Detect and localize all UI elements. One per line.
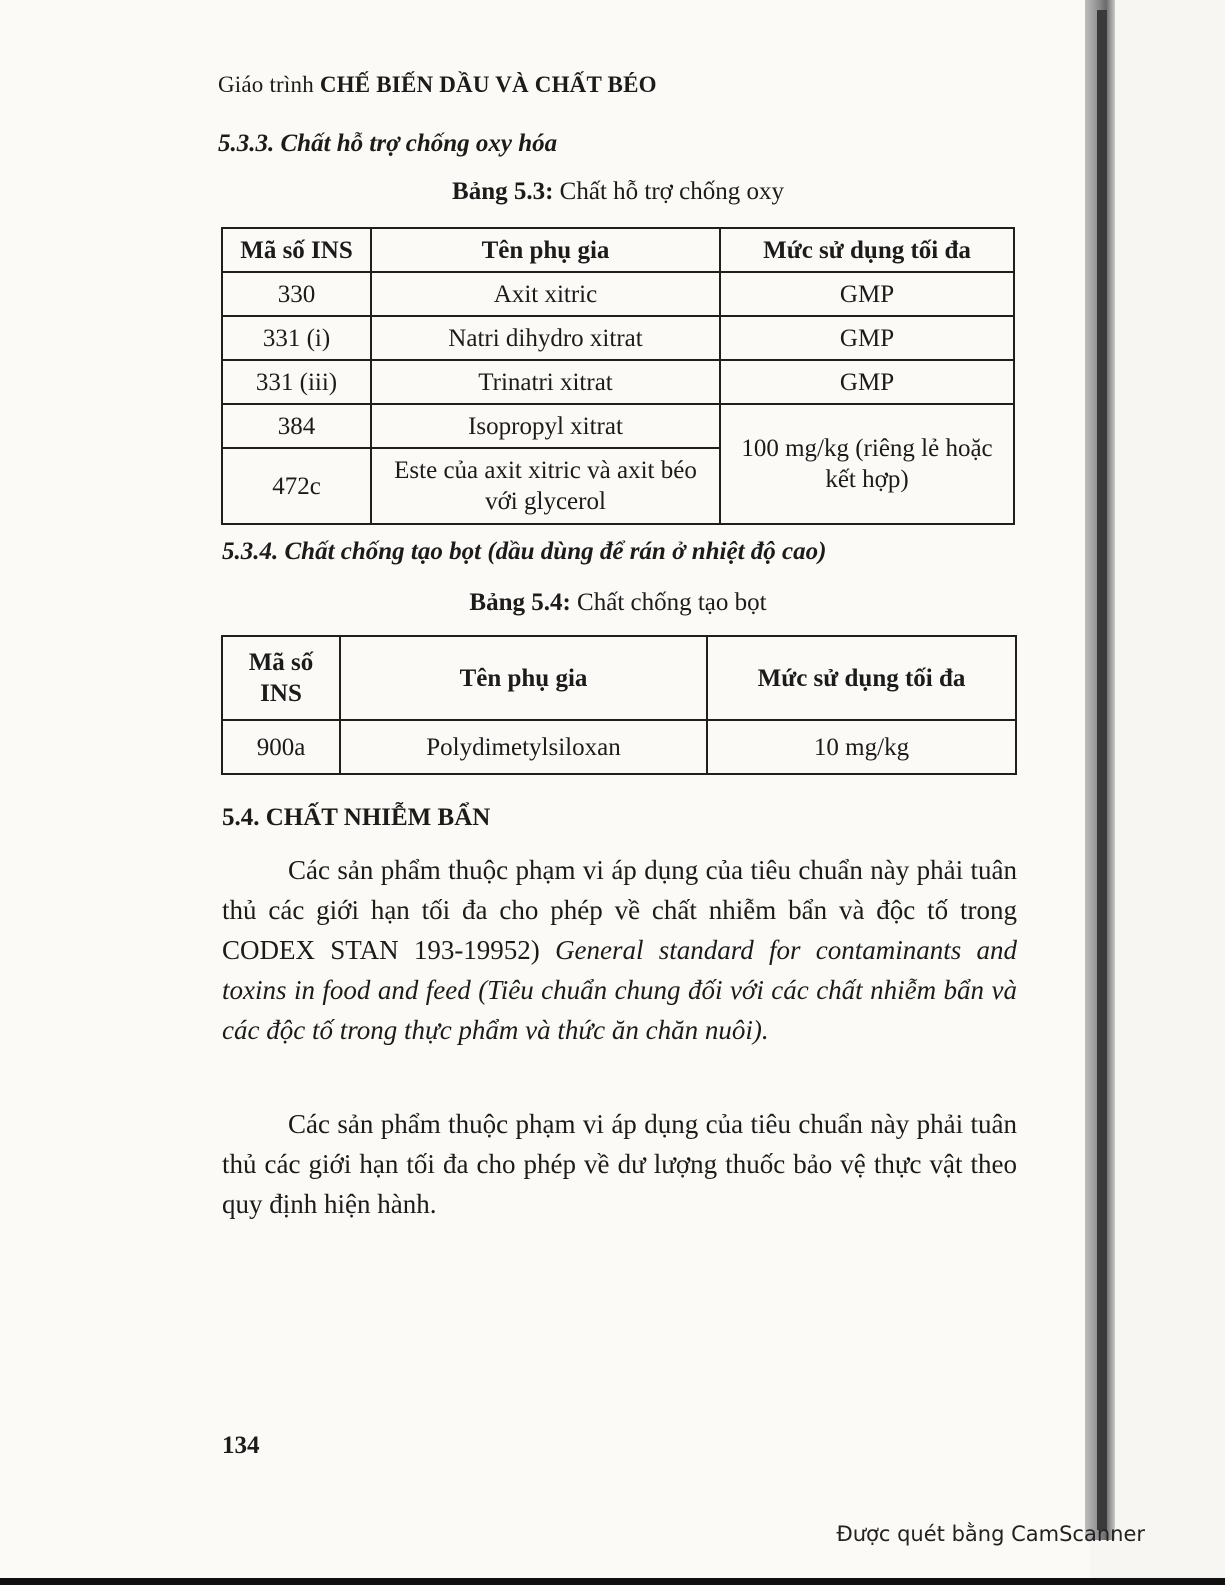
table-row <box>222 720 1016 774</box>
running-head <box>218 72 657 98</box>
table-row <box>222 272 1014 316</box>
table-54-header-row <box>222 636 1016 720</box>
additive-name-cell: Este của axit xitric và axit béo với glycerol <box>371 448 720 524</box>
ins-code-cell: 384 <box>222 404 371 448</box>
table-54-header-name: Tên phụ gia <box>340 636 707 720</box>
additive-name-cell: Axit xitric <box>371 272 720 316</box>
bottom-border <box>0 1578 1225 1585</box>
running-head-prefix: Giáo trình <box>218 72 314 97</box>
table-53-caption-text: Chất hỗ trợ chống oxy <box>559 178 784 205</box>
table-53-header-name: Tên phụ gia <box>371 228 720 272</box>
additive-name-cell: Polydimetylsiloxan <box>340 720 707 774</box>
running-head-title: CHẾ BIẾN DẦU VÀ CHẤT BÉO <box>319 72 657 97</box>
table-53-header-ins: Mã số INS <box>222 228 371 272</box>
table-54-header-ins: Mã số INS <box>222 636 340 720</box>
max-level-cell: 100 mg/kg (riêng lẻ hoặc kết hợp) <box>720 404 1014 524</box>
table-row <box>222 316 1014 360</box>
max-level-cell: GMP <box>720 272 1014 316</box>
ins-code-cell: 330 <box>222 272 371 316</box>
paragraph-contaminants-text: Các sản phẩm thuộc phạm vi áp dụng của tiêu chuẩn này phải tuân thủ các giới hạn tối đa cho phép về chất nhiễm bẩn và độc tố trong CODEX STAN 193-19952) <box>222 855 1017 965</box>
ins-code-cell: 331 (i) <box>222 316 371 360</box>
table-54-caption <box>218 589 1018 617</box>
table-53-header-level: Mức sử dụng tối đa <box>720 228 1014 272</box>
additive-name-cell: Trinatri xitrat <box>371 360 720 404</box>
table-row <box>222 404 1014 448</box>
additive-name-cell: Isopropyl xitrat <box>371 404 720 448</box>
table-54-caption-label: Bảng 5.4: <box>469 589 571 616</box>
table-54-caption-text: Chất chống tạo bọt <box>577 589 767 616</box>
paragraph-pesticides <box>222 1104 1017 1224</box>
table-54 <box>221 635 1017 775</box>
table-row <box>222 360 1014 404</box>
section-54-heading: 5.4. CHẤT NHIỄM BẨN <box>222 804 491 831</box>
ins-code-cell: 900a <box>222 720 340 774</box>
paragraph-contaminants-italic: General standard for contaminants and toxins in food and feed (Tiêu chuẩn chung đối với các chất nhiễm bẩn và các độc tố trong thực phẩm và thức ăn chăn nuôi). <box>222 935 1018 1045</box>
max-level-cell: 10 mg/kg <box>707 720 1016 774</box>
scanner-watermark: Được quét bằng CamScanner <box>836 1522 1145 1546</box>
paragraph-contaminants <box>222 850 1017 1050</box>
table-53-header-row <box>222 228 1014 272</box>
additive-name-cell: Natri dihydro xitrat <box>371 316 720 360</box>
ins-code-cell: 331 (iii) <box>222 360 371 404</box>
table-53-caption <box>218 178 1018 206</box>
ins-code-cell: 472c <box>222 448 371 524</box>
paragraph-pesticides-text: Các sản phẩm thuộc phạm vi áp dụng của tiêu chuẩn này phải tuân thủ các giới hạn tối đa cho phép về dư lượng thuốc bảo vệ thực vật theo quy định hiện hành. <box>222 1109 1017 1219</box>
max-level-cell: GMP <box>720 360 1014 404</box>
section-534-title: 5.3.4. Chất chống tạo bọt (dầu dùng để rán ở nhiệt độ cao) <box>222 538 827 565</box>
table-54-header-level: Mức sử dụng tối đa <box>707 636 1016 720</box>
table-53 <box>221 227 1015 525</box>
section-533-title: 5.3.3. Chất hỗ trợ chống oxy hóa <box>218 130 558 157</box>
max-level-cell: GMP <box>720 316 1014 360</box>
book-spine-edge <box>1097 10 1107 1530</box>
page-number: 134 <box>222 1432 260 1459</box>
table-53-caption-label: Bảng 5.3: <box>452 178 554 205</box>
